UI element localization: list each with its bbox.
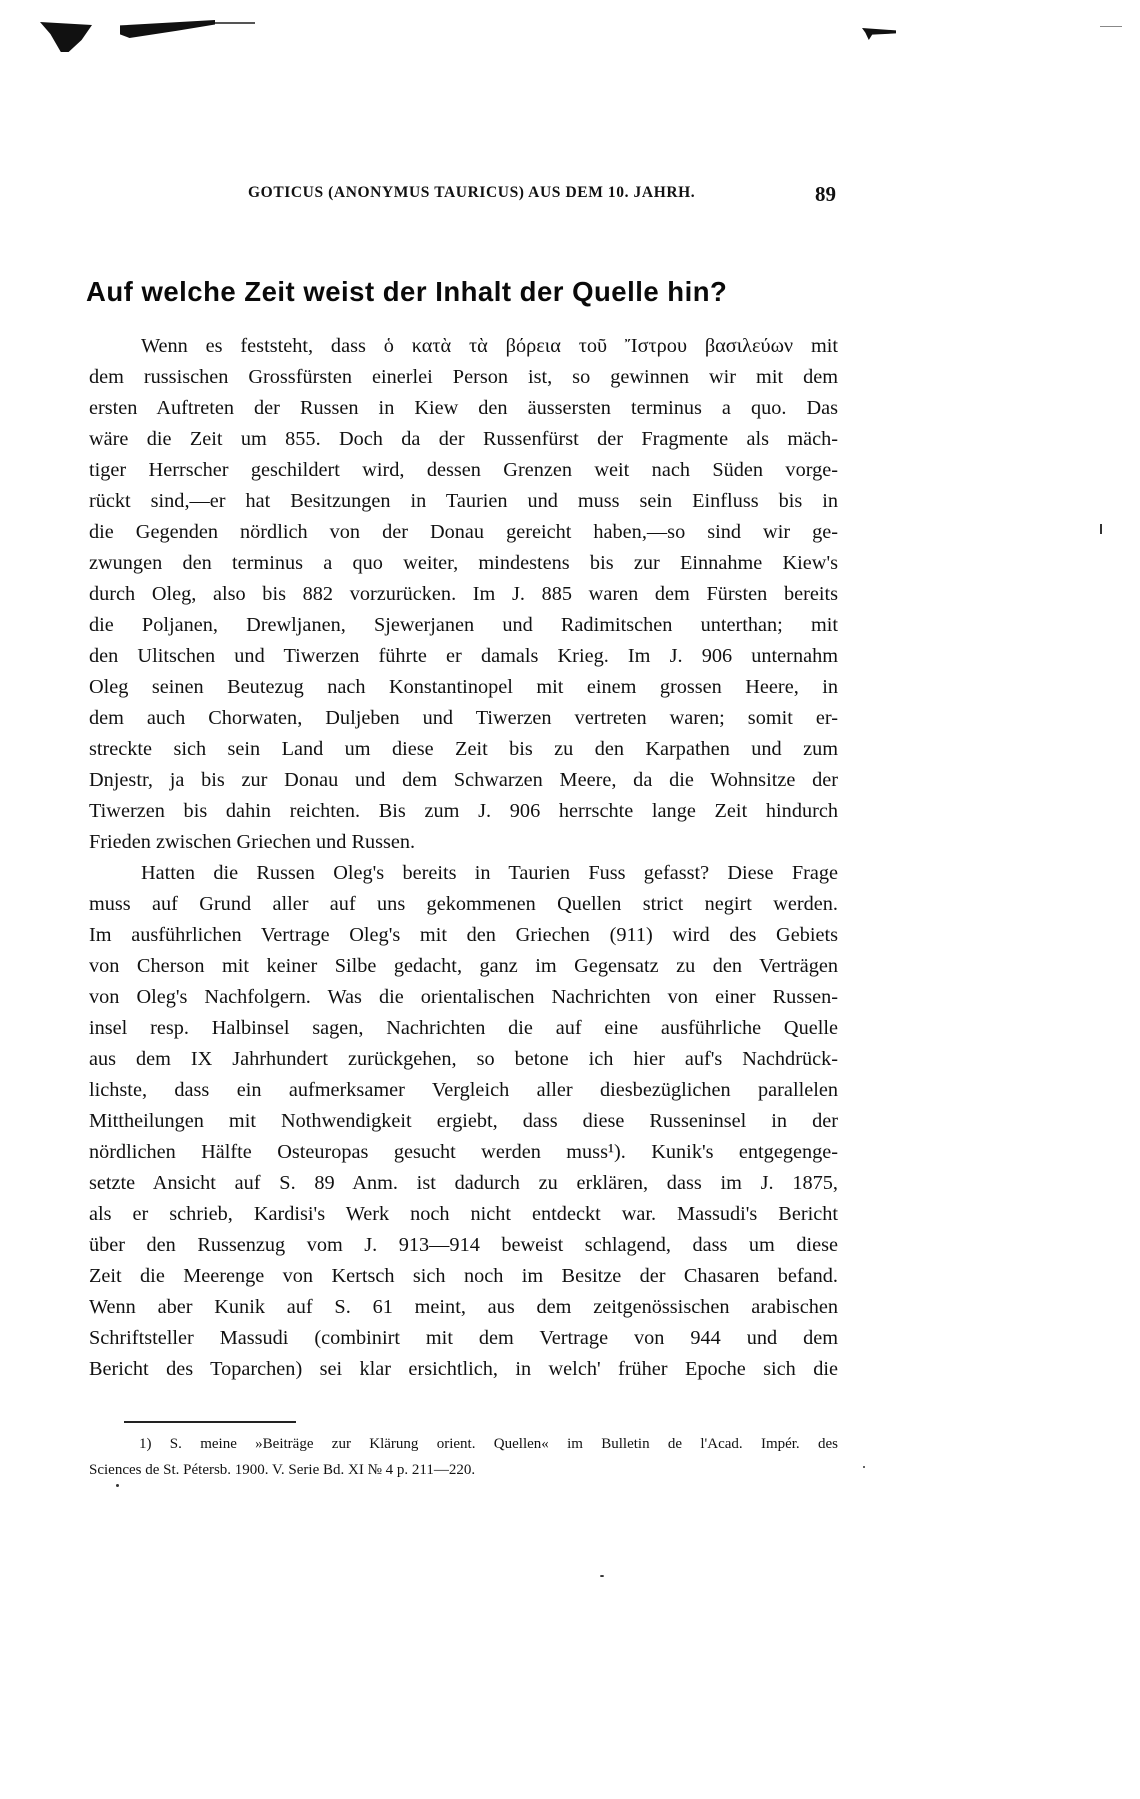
text-line: Wenn es feststeht, dass ὁ κατὰ τὰ βόρεια τοῦ Ἴστρου βασιλεύων mit	[141, 335, 838, 357]
text-line: ersten Auftreten der Russen in Kiew den äussersten terminus a quo. Das	[89, 397, 838, 419]
page-number: 89	[815, 182, 836, 206]
text-line: dem auch Chorwaten, Duljeben und Tiwerzen vertreten waren; somit er-	[89, 707, 838, 729]
scan-speck	[116, 1484, 119, 1487]
text-line: über den Russenzug vom J. 913—914 beweist schlagend, dass um diese	[89, 1234, 838, 1256]
text-line: streckte sich sein Land um diese Zeit bis zu den Karpathen und zum	[89, 738, 838, 760]
text-line: Bericht des Toparchen) sei klar ersichtlich, in welch' früher Epoche sich die	[89, 1358, 838, 1380]
body-text	[89, 331, 838, 1385]
text-line: Schriftsteller Massudi (combinirt mit dem Vertrage von 944 und dem	[89, 1327, 838, 1349]
text-line: Zeit die Meerenge von Kertsch sich noch im Besitze der Chasaren befand.	[89, 1265, 838, 1287]
text-line: Im ausführlichen Vertrage Oleg's mit den Griechen (911) wird des Gebiets	[89, 924, 838, 946]
scan-speck	[863, 1466, 865, 1468]
section-title: Auf welche Zeit weist der Inhalt der Quelle hin?	[86, 276, 728, 307]
text-line: insel resp. Halbinsel sagen, Nachrichten die auf eine ausführliche Quelle	[89, 1017, 838, 1039]
text-line: aus dem IX Jahrhundert zurückgehen, so betone ich hier auf's Nachdrück-	[89, 1048, 838, 1070]
text-line: den Ulitschen und Tiwerzen führte er damals Krieg. Im J. 906 unternahm	[89, 645, 838, 667]
footnote-rule	[124, 1421, 296, 1423]
text-line: Hatten die Russen Oleg's bereits in Taurien Fuss gefasst? Diese Frage	[141, 862, 838, 884]
scan-artifact	[215, 22, 255, 24]
footnote-line: Sciences de St. Pétersb. 1900. V. Serie Bd. XI № 4 p. 211—220.	[89, 1462, 476, 1478]
text-line: rückt sind,—er hat Besitzungen in Taurien und muss sein Einfluss bis in	[89, 490, 838, 512]
text-line: Frieden zwischen Griechen und Russen.	[89, 831, 416, 853]
running-head: GOTICUS (ANONYMUS TAURICUS) AUS DEM 10. JAHRH.	[248, 184, 696, 201]
text-line: als er schrieb, Kardisi's Werk noch nicht entdeckt war. Massudi's Bericht	[89, 1203, 838, 1225]
text-line: von Oleg's Nachfolgern. Was die orientalischen Nachrichten von einer Russen-	[89, 986, 838, 1008]
text-line: dem russischen Grossfürsten einerlei Person ist, so gewinnen wir mit dem	[89, 366, 838, 388]
text-line: lichste, dass ein aufmerksamer Vergleich aller diesbezüglichen parallelen	[89, 1079, 838, 1101]
text-line: wäre die Zeit um 855. Doch da der Russenfürst der Fragmente als mäch-	[89, 428, 838, 450]
scan-artifact	[40, 22, 92, 52]
text-line: von Cherson mit keiner Silbe gedacht, ganz im Gegensatz zu den Verträgen	[89, 955, 838, 977]
text-line: die Poljanen, Drewljanen, Sjewerjanen und Radimitschen unterthan; mit	[89, 614, 838, 636]
scan-artifact	[1100, 26, 1122, 27]
text-line: tiger Herrscher geschildert wird, dessen Grenzen weit nach Süden vorge-	[89, 459, 838, 481]
text-line: Oleg seinen Beutezug nach Konstantinopel mit einem grossen Heere, in	[89, 676, 838, 698]
text-line: muss auf Grund aller auf uns gekommenen Quellen strict negirt werden.	[89, 893, 838, 915]
text-line: zwungen den terminus a quo weiter, mindestens bis zur Einnahme Kiew's	[89, 552, 838, 574]
text-line: Wenn aber Kunik auf S. 61 meint, aus dem zeitgenössischen arabischen	[89, 1296, 838, 1318]
scan-speck	[600, 1575, 604, 1577]
text-line: durch Oleg, also bis 882 vorzurücken. Im J. 885 waren dem Fürsten bereits	[89, 583, 838, 605]
text-line: Dnjestr, ja bis zur Donau und dem Schwarzen Meere, da die Wohnsitze der	[89, 769, 838, 791]
footnote-line: 1) S. meine »Beiträge zur Klärung orient. Quellen« im Bulletin de l'Acad. Impér. des	[139, 1436, 838, 1452]
scan-speck	[1100, 524, 1102, 534]
footnote	[89, 1431, 838, 1483]
scan-artifact	[120, 20, 215, 38]
text-line: nördlichen Hälfte Osteuropas gesucht werden muss¹). Kunik's entgegenge-	[89, 1141, 838, 1163]
text-line: setzte Ansicht auf S. 89 Anm. ist dadurch zu erklären, dass im J. 1875,	[89, 1172, 838, 1194]
scan-artifact	[862, 28, 896, 40]
text-line: die Gegenden nördlich von der Donau gereicht haben,—so sind wir ge-	[89, 521, 838, 543]
text-line: Tiwerzen bis dahin reichten. Bis zum J. 906 herrschte lange Zeit hindurch	[89, 800, 838, 822]
text-line: Mittheilungen mit Nothwendigkeit ergiebt, dass diese Russeninsel in der	[89, 1110, 838, 1132]
